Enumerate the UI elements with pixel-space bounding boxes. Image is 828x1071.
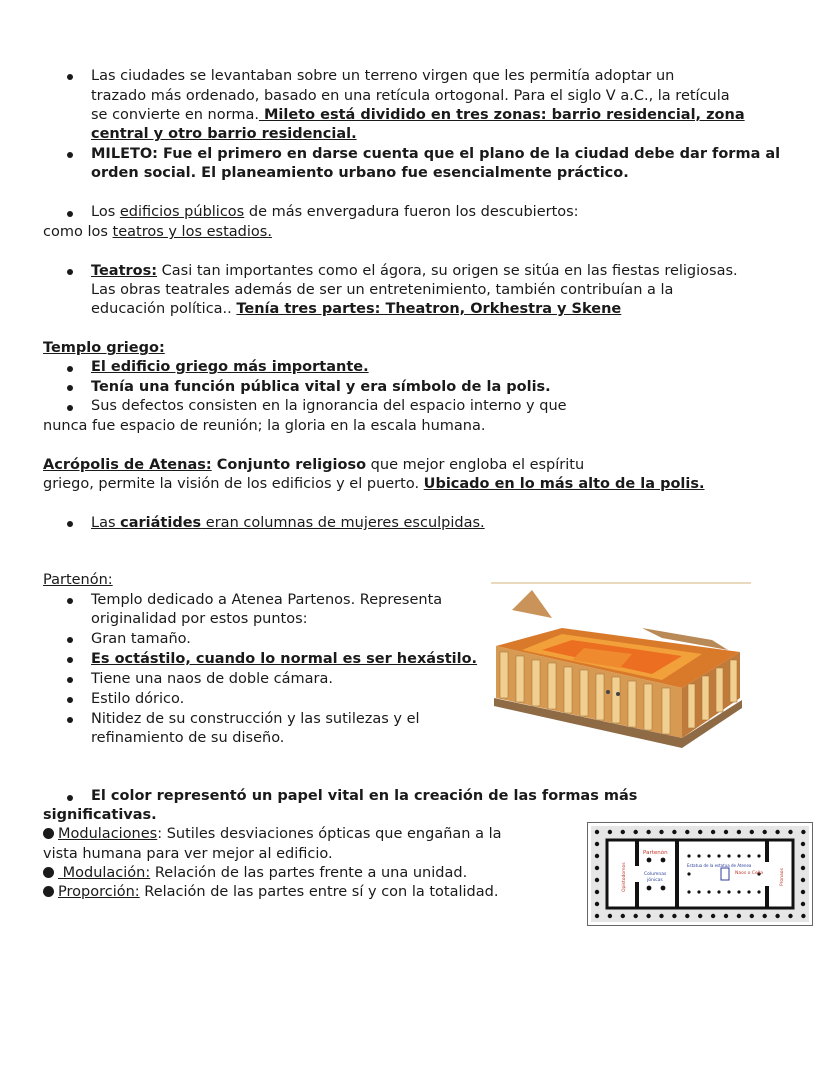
emphasis-span: Ubicado en lo más alto de la polis.	[423, 476, 705, 492]
plan-label-partenon: Partenón	[643, 850, 668, 856]
emphasis-span: Conjunto religioso	[211, 457, 367, 473]
bullet	[67, 637, 73, 643]
paragraph-line: significativas.	[43, 807, 157, 823]
term-label: Proporción:	[58, 884, 140, 900]
underlined-span: teatros y los estadios.	[112, 224, 272, 240]
section-heading: Templo griego:	[43, 340, 165, 356]
text-span: griego, permite la visión de los edificios y el puerto.	[43, 476, 424, 492]
column-dot	[685, 914, 689, 918]
bullet	[67, 795, 73, 801]
paragraph-line: trazado más ordenado, basado en una retícula ortogonal. Para el siglo V a.C., la retícula	[91, 88, 730, 104]
column-dot	[711, 830, 715, 834]
bullet	[67, 598, 73, 604]
paragraph-line: nunca fue espacio de reunión; la gloria en la escala humana.	[43, 418, 486, 434]
text-span: Los	[91, 204, 120, 220]
column-dot	[621, 830, 625, 834]
bullet	[67, 385, 73, 391]
bullet-icon	[43, 886, 54, 897]
plan-label-pronaos: Pronaos	[780, 868, 785, 886]
column-dot	[801, 854, 805, 858]
emphasis-span: Tenía tres partes: Theatron, Orkhestra y Skene	[236, 301, 622, 317]
plan-label-naos: Naos o Cella	[735, 871, 764, 876]
column-dot	[750, 830, 754, 834]
paragraph-line: orden social. El planeamiento urbano fue esencialmente práctico.	[91, 165, 629, 181]
list-item: Nitidez de su construcción y las sutilezas y el	[91, 711, 420, 727]
paragraph-line	[91, 203, 579, 223]
column-dot	[788, 830, 792, 834]
paragraph-line: Las ciudades se levantaban sobre un terreno virgen que les permitía adoptar un	[91, 68, 675, 84]
column-dot	[595, 878, 599, 882]
column-dot	[698, 830, 702, 834]
column-dot	[646, 914, 650, 918]
column-dot	[595, 890, 599, 894]
list-item-cont: refinamiento de su diseño.	[91, 730, 285, 746]
paragraph-line: vista humana para ver mejor al edificio.	[43, 846, 333, 862]
text-span: se convierte en norma.	[91, 107, 259, 123]
bullet-icon	[43, 828, 54, 839]
column-dot	[621, 914, 625, 918]
column-dot	[634, 830, 638, 834]
floor-plan-diagram	[587, 822, 813, 926]
text-span: Relación de las partes frente a una unidad.	[150, 865, 468, 881]
list-item: El edificio griego más importante.	[91, 359, 369, 375]
paragraph-line	[91, 300, 621, 320]
column-dot	[763, 914, 767, 918]
column-dot	[801, 842, 805, 846]
section-heading: Partenón:	[43, 572, 113, 588]
bullet	[67, 269, 73, 275]
bullet	[67, 366, 73, 372]
column-dot	[801, 866, 805, 870]
bullet	[67, 405, 73, 411]
column-dot	[608, 830, 612, 834]
column-dot	[595, 842, 599, 846]
list-item: Tenía una función pública vital y era símbolo de la polis.	[91, 379, 551, 395]
plan-label-columnas: Columnas	[644, 872, 667, 877]
paragraph-line	[43, 825, 502, 845]
paragraph-line: central y otro barrio residencial.	[91, 126, 357, 142]
column-dot	[685, 830, 689, 834]
bullet	[67, 211, 73, 217]
list-item: Es octástilo, cuando lo normal es ser hexástilo.	[91, 651, 478, 667]
column-dot	[724, 830, 728, 834]
bullet	[67, 677, 73, 683]
list-item: Templo dedicado a Atenea Partenos. Representa	[91, 592, 443, 608]
column-dot	[698, 914, 702, 918]
text-span: Relación de las partes entre sí y con la totalidad.	[139, 884, 499, 900]
bullet	[67, 74, 73, 80]
column-dot	[672, 914, 676, 918]
column-dot	[711, 914, 715, 918]
paragraph-line	[91, 106, 745, 126]
text-span: : Sutiles desviaciones ópticas que engañan a la	[157, 826, 502, 842]
column-dot	[775, 830, 779, 834]
column-dot	[763, 830, 767, 834]
column-dot	[595, 830, 599, 834]
underlined-span: edificios públicos	[119, 204, 245, 220]
column-dot	[801, 890, 805, 894]
term-label: Modulaciones	[58, 826, 158, 842]
term-label: Teatros:	[91, 263, 158, 279]
bullet	[67, 697, 73, 703]
column-dot	[659, 830, 663, 834]
bullet	[67, 521, 73, 527]
paragraph-line	[43, 223, 272, 243]
paragraph-line: Las obras teatrales además de ser un entretenimiento, también contribuían a la	[91, 282, 674, 298]
emphasis-span: Mileto está dividido en tres zonas: barrio residencial, zona	[258, 107, 745, 123]
parthenon-illustration	[492, 588, 744, 752]
list-item: Tiene una naos de doble cámara.	[91, 671, 333, 687]
plan-label-opistodomos: Opistodomos	[622, 862, 627, 892]
plan-label-jonicas: jónicas	[647, 878, 663, 883]
bullet	[67, 717, 73, 723]
column-dot	[595, 902, 599, 906]
plan-label-estatua: Estatua de la estatua de Atenea	[687, 863, 752, 868]
column-dot	[646, 830, 650, 834]
list-item: Sus defectos consisten en la ignorancia del espacio interno y que	[91, 398, 567, 414]
list-item: Gran tamaño.	[91, 631, 191, 647]
paragraph-line: MILETO: Fue el primero en darse cuenta que el plano de la ciudad debe dar forma al	[91, 146, 781, 162]
list-item-cont: originalidad por estos puntos:	[91, 611, 308, 627]
paragraph-line	[43, 883, 498, 903]
column-dot	[608, 914, 612, 918]
column-dot	[801, 914, 805, 918]
text-span: educación política..	[91, 301, 237, 317]
bullet	[67, 657, 73, 663]
column-dot	[801, 902, 805, 906]
text-span: de más envergadura fueron los descubiertos:	[244, 204, 579, 220]
paragraph-line: El color representó un papel vital en la creación de las formas más	[91, 788, 638, 804]
text-span: como los	[43, 224, 113, 240]
bullet	[67, 152, 73, 158]
column-dot	[750, 914, 754, 918]
text-span: Casi tan importantes como el ágora, su origen se sitúa en las fiestas religiosas.	[157, 263, 738, 279]
column-dot	[775, 914, 779, 918]
text-span: eran columnas de mujeres esculpidas.	[201, 515, 485, 531]
text-span: que mejor engloba el espíritu	[366, 457, 585, 473]
column-dot	[724, 914, 728, 918]
column-dot	[737, 830, 741, 834]
term-label: Modulación:	[58, 865, 151, 881]
column-dot	[737, 914, 741, 918]
divider	[491, 582, 751, 584]
column-dot	[788, 914, 792, 918]
column-dot	[595, 914, 599, 918]
bullet-icon	[43, 867, 54, 878]
column-dot	[634, 914, 638, 918]
emphasis-span: cariátides	[120, 515, 202, 531]
paragraph-line	[43, 456, 584, 476]
text-span: Las	[91, 515, 121, 531]
paragraph-line	[43, 864, 467, 884]
list-item: Estilo dórico.	[91, 691, 185, 707]
paragraph-line	[91, 262, 738, 282]
column-dot	[659, 914, 663, 918]
column-dot	[801, 830, 805, 834]
column-dot	[595, 866, 599, 870]
term-label: Acrópolis de Atenas:	[43, 457, 212, 473]
paragraph-line	[43, 475, 705, 495]
column-dot	[801, 878, 805, 882]
list-item	[91, 514, 485, 534]
column-dot	[672, 830, 676, 834]
column-dot	[595, 854, 599, 858]
